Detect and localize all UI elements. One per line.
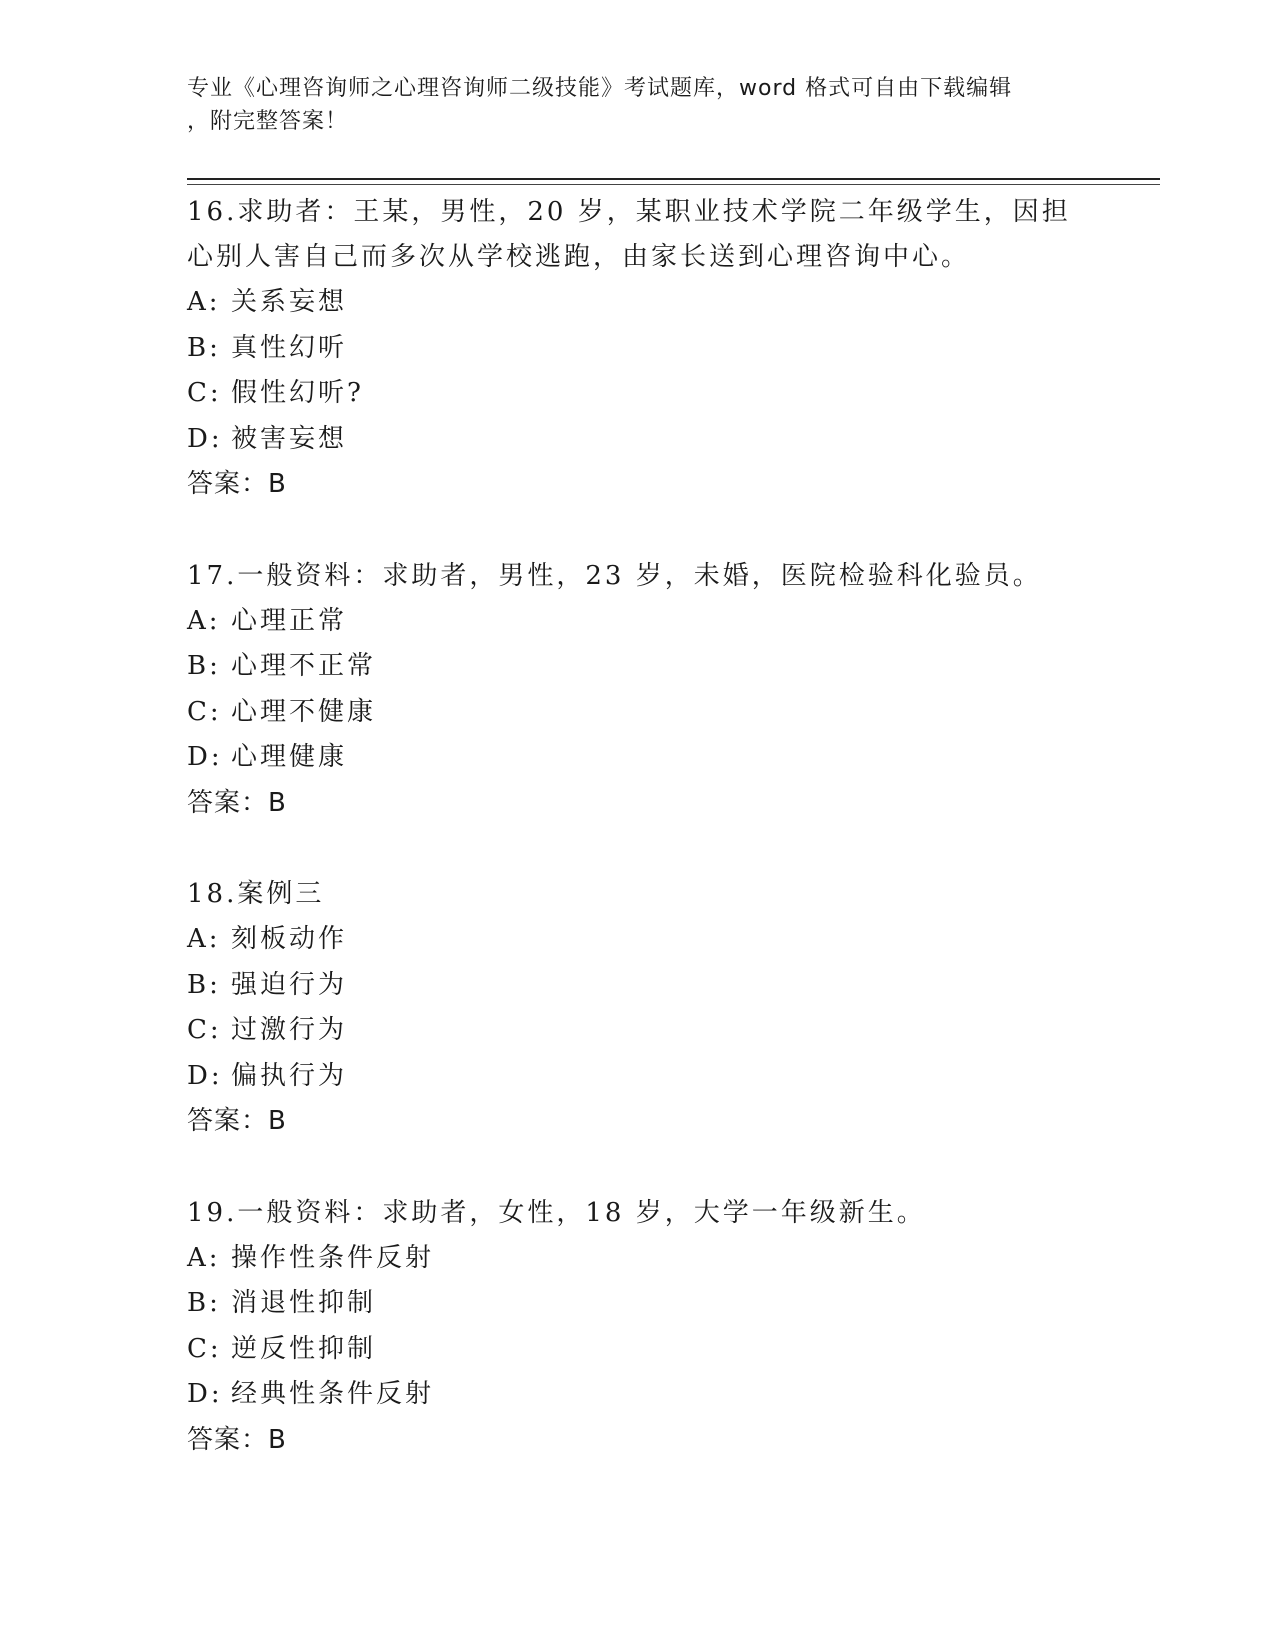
option-d xyxy=(187,1054,1087,1100)
option-c xyxy=(187,371,1087,417)
option-key: C: xyxy=(187,696,222,727)
option-a xyxy=(187,1236,1087,1282)
option-a xyxy=(187,599,1087,645)
option-text: 消退性抑制 xyxy=(231,1288,377,1318)
option-text: 强迫行为 xyxy=(231,969,348,1000)
option-key: B: xyxy=(187,1288,221,1318)
option-b xyxy=(187,963,1087,1009)
option-text: 真性幻听 xyxy=(231,332,348,363)
option-key: B: xyxy=(187,969,221,1000)
option-d xyxy=(187,1372,1087,1418)
option-key: C: xyxy=(187,378,222,408)
answer-line: 答案：B xyxy=(187,1106,287,1136)
option-key: A: xyxy=(187,605,221,636)
option-key: A: xyxy=(187,924,221,954)
option-text: 过激行为 xyxy=(231,1015,348,1045)
header-divider-thin xyxy=(187,184,1160,185)
question-17 xyxy=(187,554,1087,827)
option-key: D: xyxy=(187,1379,223,1409)
option-c xyxy=(187,1327,1087,1373)
question-stem: 17.一般资料：求助者，男性，23 岁，未婚，医院检验科化验员。 xyxy=(187,560,1042,591)
option-key: D: xyxy=(187,742,223,772)
option-key: C: xyxy=(187,1015,222,1045)
question-19 xyxy=(187,1191,1087,1464)
option-text: 逆反性抑制 xyxy=(231,1333,377,1364)
option-key: D: xyxy=(187,423,223,454)
option-key: A: xyxy=(187,287,221,317)
question-16 xyxy=(187,190,1087,508)
option-key: B: xyxy=(187,332,221,363)
option-text: 刻板动作 xyxy=(231,924,348,954)
option-b xyxy=(187,644,1087,690)
question-stem: 16.求助者：王某，男性，20 岁，某职业技术学院二年级学生，因担心别人害自己而多次从学校逃跑，由家长送到心理咨询中心。 xyxy=(187,197,1071,272)
option-a xyxy=(187,917,1087,963)
option-text: 关系妄想 xyxy=(231,287,348,317)
question-stem: 18.案例三 xyxy=(187,879,325,909)
option-text: 假性幻听? xyxy=(231,378,364,408)
question-18 xyxy=(187,872,1087,1145)
option-c xyxy=(187,1008,1087,1054)
option-key: B: xyxy=(187,651,221,681)
option-key: A: xyxy=(187,1242,221,1273)
question-stem: 19.一般资料：求助者，女性，18 岁，大学一年级新生。 xyxy=(187,1197,926,1228)
option-text: 心理不健康 xyxy=(231,696,377,727)
option-c xyxy=(187,690,1087,736)
option-text: 偏执行为 xyxy=(231,1060,348,1091)
option-text: 被害妄想 xyxy=(231,423,348,454)
answer-line: 答案：B xyxy=(187,787,287,818)
option-b xyxy=(187,326,1087,372)
option-text: 心理正常 xyxy=(231,605,348,636)
question-list xyxy=(187,190,1087,1509)
header-divider-thick xyxy=(187,178,1160,180)
option-text: 心理不正常 xyxy=(231,651,377,681)
answer-line: 答案：B xyxy=(187,469,287,499)
option-key: D: xyxy=(187,1060,223,1091)
option-b xyxy=(187,1281,1087,1327)
option-d xyxy=(187,735,1087,781)
option-text: 心理健康 xyxy=(231,742,348,772)
option-a xyxy=(187,280,1087,326)
option-text: 经典性条件反射 xyxy=(231,1379,435,1409)
option-d xyxy=(187,417,1087,463)
header-line-1: 专业《心理咨询师之心理咨询师二级技能》考试题库，word 格式可自由下载编辑 xyxy=(187,76,1013,101)
answer-line: 答案：B xyxy=(187,1424,287,1455)
document-header xyxy=(187,72,1067,138)
option-key: C: xyxy=(187,1333,222,1364)
header-line-2: ，附完整答案！ xyxy=(187,109,349,134)
option-text: 操作性条件反射 xyxy=(231,1242,435,1273)
